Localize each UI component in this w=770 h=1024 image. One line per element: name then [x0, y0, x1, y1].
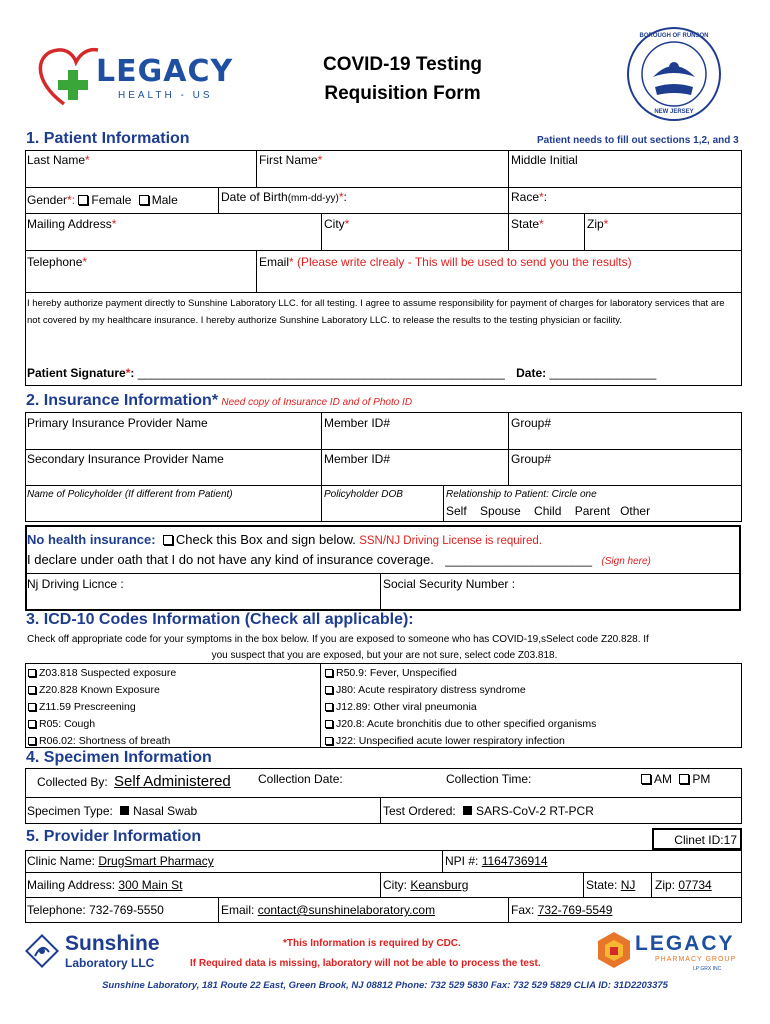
section2-title: 2. Insurance Information* Need copy of Insurance ID and of Photo ID [26, 392, 413, 409]
section5-title: 5. Provider Information [26, 828, 202, 845]
sunshine-logo [25, 932, 175, 972]
declaration-line[interactable]: I declare under oath that I do not have any kind of insurance coverage. ______________________ (Sign here) [27, 552, 651, 567]
secondary-insurance-field[interactable]: Secondary Insurance Provider Name [27, 452, 224, 466]
group-2-field[interactable]: Group# [511, 452, 552, 466]
state-field[interactable]: State* [511, 217, 544, 231]
icd-code-item[interactable]: R50.9: Fever, Unspecified [325, 665, 596, 682]
legacy-pharmacy-word: LEGACY [635, 932, 735, 955]
first-name-field[interactable]: First Name* [259, 153, 323, 167]
legacy-health-sub: HEALTH - US [118, 90, 213, 101]
authorization-text: I hereby authorize payment directly to Sunshine Laboratory LLC. for all testing. I agree to assume responsibility for payment of charges for laboratory services that are not covered by my healthcare insurance. I hereby authorize Sunshine Laboratory LLC. to release the results to the testing physician or facility. [27, 298, 725, 326]
icd-code-item[interactable]: R05: Cough [28, 716, 176, 733]
driving-license-field[interactable]: Nj Driving Licnce : [27, 577, 124, 591]
provider-city-field[interactable]: City: Keansburg [383, 878, 469, 892]
relationship-options[interactable]: Self Spouse Child Parent Other [446, 504, 651, 518]
test-checked-box[interactable] [463, 806, 472, 815]
icd-code-item[interactable]: J12.89: Other viral pneumonia [325, 699, 596, 716]
legacy-health-word: LEGACY [96, 54, 234, 89]
pm-checkbox[interactable] [679, 774, 689, 784]
member-id-1-field[interactable]: Member ID# [324, 416, 391, 430]
icd-code-item[interactable]: J22: Unspecified acute lower respiratory infection [325, 733, 596, 750]
icd-code-item[interactable]: Z20.828 Known Exposure [28, 682, 176, 699]
collection-date-field[interactable]: Collection Date: [258, 772, 343, 786]
legacy-pharmacy-sub: PHARMACY GROUP [655, 956, 737, 963]
icd-code-item[interactable]: R06.02: Shortness of breath [28, 733, 176, 750]
test-ordered-field[interactable]: Test Ordered: SARS-CoV-2 RT-PCR [383, 804, 594, 818]
no-insurance-line: No health insurance: Check this Box and sign below. SSN/NJ Driving License is required. [27, 532, 542, 547]
collected-by-field[interactable]: Collected By: Self Administered [37, 773, 231, 790]
clinic-name-field[interactable]: Clinic Name: DrugSmart Pharmacy [27, 854, 214, 868]
pharmacy-hex-icon [595, 930, 633, 974]
patient-signature[interactable]: Patient Signature*: _______________________________________________________ Date: ________________ [27, 366, 657, 380]
cdc-note: *This Information is required by CDC. [283, 938, 461, 949]
dob-field[interactable]: Date of Birth(mm-dd-yy)*: [221, 190, 347, 204]
footer-address: Sunshine Laboratory, 181 Route 22 East, Green Brook, NJ 08812 Phone: 732 529 5830 Fax: 732 529 5829 CLIA ID: 31D2203375 [102, 980, 668, 991]
client-id-box: Clinet ID:17 [652, 828, 742, 850]
legacy-pharmacy-logo [595, 928, 740, 976]
provider-fax-field[interactable]: Fax: 732-769-5549 [511, 903, 613, 917]
member-id-2-field[interactable]: Member ID# [324, 452, 391, 466]
section4-title: 4. Specimen Information [26, 749, 212, 766]
race-field[interactable]: Race*: [511, 190, 548, 204]
city-field[interactable]: City* [324, 217, 350, 231]
female-checkbox[interactable] [78, 195, 88, 205]
legacy-health-logo [36, 42, 234, 112]
icd-left-list [28, 665, 176, 750]
am-checkbox[interactable] [641, 774, 651, 784]
ssn-field[interactable]: Social Security Number : [383, 577, 516, 591]
borough-seal [625, 25, 723, 123]
icd-code-item[interactable]: Z03.818 Suspected exposure [28, 665, 176, 682]
provider-state-field[interactable]: State: NJ [586, 878, 636, 892]
icd-code-item[interactable]: J80: Acute respiratory distress syndrome [325, 682, 596, 699]
mailing-address-field[interactable]: Mailing Address* [27, 217, 117, 231]
am-pm-options: AM PM [641, 772, 710, 786]
sunshine-sub: Laboratory LLC [65, 956, 155, 970]
male-checkbox[interactable] [139, 195, 149, 205]
provider-email-field[interactable]: Email: contact@sunshinelaboratory.com [221, 903, 436, 917]
section1-note: Patient needs to fill out sections 1,2, and 3 [537, 135, 739, 146]
seal-top-text: BOROUGH OF RUNSON [639, 33, 709, 39]
icd-right-list [325, 665, 596, 750]
sunshine-sun-icon [25, 934, 59, 970]
section3-intro: Check off appropriate code for your symptoms in the box below. If you are exposed to someone who has COVID-19,sSelect code Z20.828. If you suspect that you are exposed, but your are not sure, select code Z03.818. [27, 634, 649, 661]
provider-telephone-field[interactable]: Telephone: 732-769-5550 [27, 903, 164, 917]
provider-mailing-field[interactable]: Mailing Address: 300 Main St [27, 878, 183, 892]
sunshine-name: Sunshine [65, 932, 160, 955]
middle-initial-field[interactable]: Middle Initial [511, 153, 578, 167]
telephone-field[interactable]: Telephone* [27, 255, 88, 269]
title-line2: Requisition Form [324, 83, 481, 104]
no-insurance-checkbox[interactable] [163, 535, 173, 545]
policyholder-dob-field[interactable]: Policyholder DOB [324, 489, 403, 500]
section3-title: 3. ICD-10 Codes Information (Check all applicable): [26, 611, 414, 628]
provider-zip-field[interactable]: Zip: 07734 [655, 878, 712, 892]
email-field[interactable]: Email* (Please write clrealy - This will be used to send you the results) [259, 255, 632, 269]
specimen-type-field[interactable]: Specimen Type: Nasal Swab [27, 804, 198, 818]
relationship-label: Relationship to Patient: Circle one [446, 489, 597, 500]
last-name-field[interactable]: Last Name* [27, 153, 90, 167]
section1-title: 1. Patient Information [26, 130, 190, 147]
legacy-pharmacy-tiny: LP GRX INC [693, 966, 722, 972]
zip-field[interactable]: Zip* [587, 217, 609, 231]
icd-code-item[interactable]: J20.8: Acute bronchitis due to other specified organisms [325, 716, 596, 733]
seal-bottom-text: NEW JERSEY [654, 109, 694, 115]
title-line1: COVID-19 Testing [322, 54, 483, 75]
missing-note: If Required data is missing, laboratory will not be able to process the test. [190, 958, 541, 969]
primary-insurance-field[interactable]: Primary Insurance Provider Name [27, 416, 208, 430]
icd-code-item[interactable]: Z11.59 Prescreening [28, 699, 176, 716]
specimen-checked-box[interactable] [120, 806, 129, 815]
group-1-field[interactable]: Group# [511, 416, 552, 430]
collection-time-field[interactable]: Collection Time: [446, 772, 532, 786]
title [290, 50, 515, 108]
gender-field: Gender*: Female Male [27, 193, 178, 207]
policyholder-field[interactable]: Name of Policyholder (If different from Patient) [27, 489, 233, 500]
npi-field[interactable]: NPI #: 1164736914 [445, 854, 548, 868]
